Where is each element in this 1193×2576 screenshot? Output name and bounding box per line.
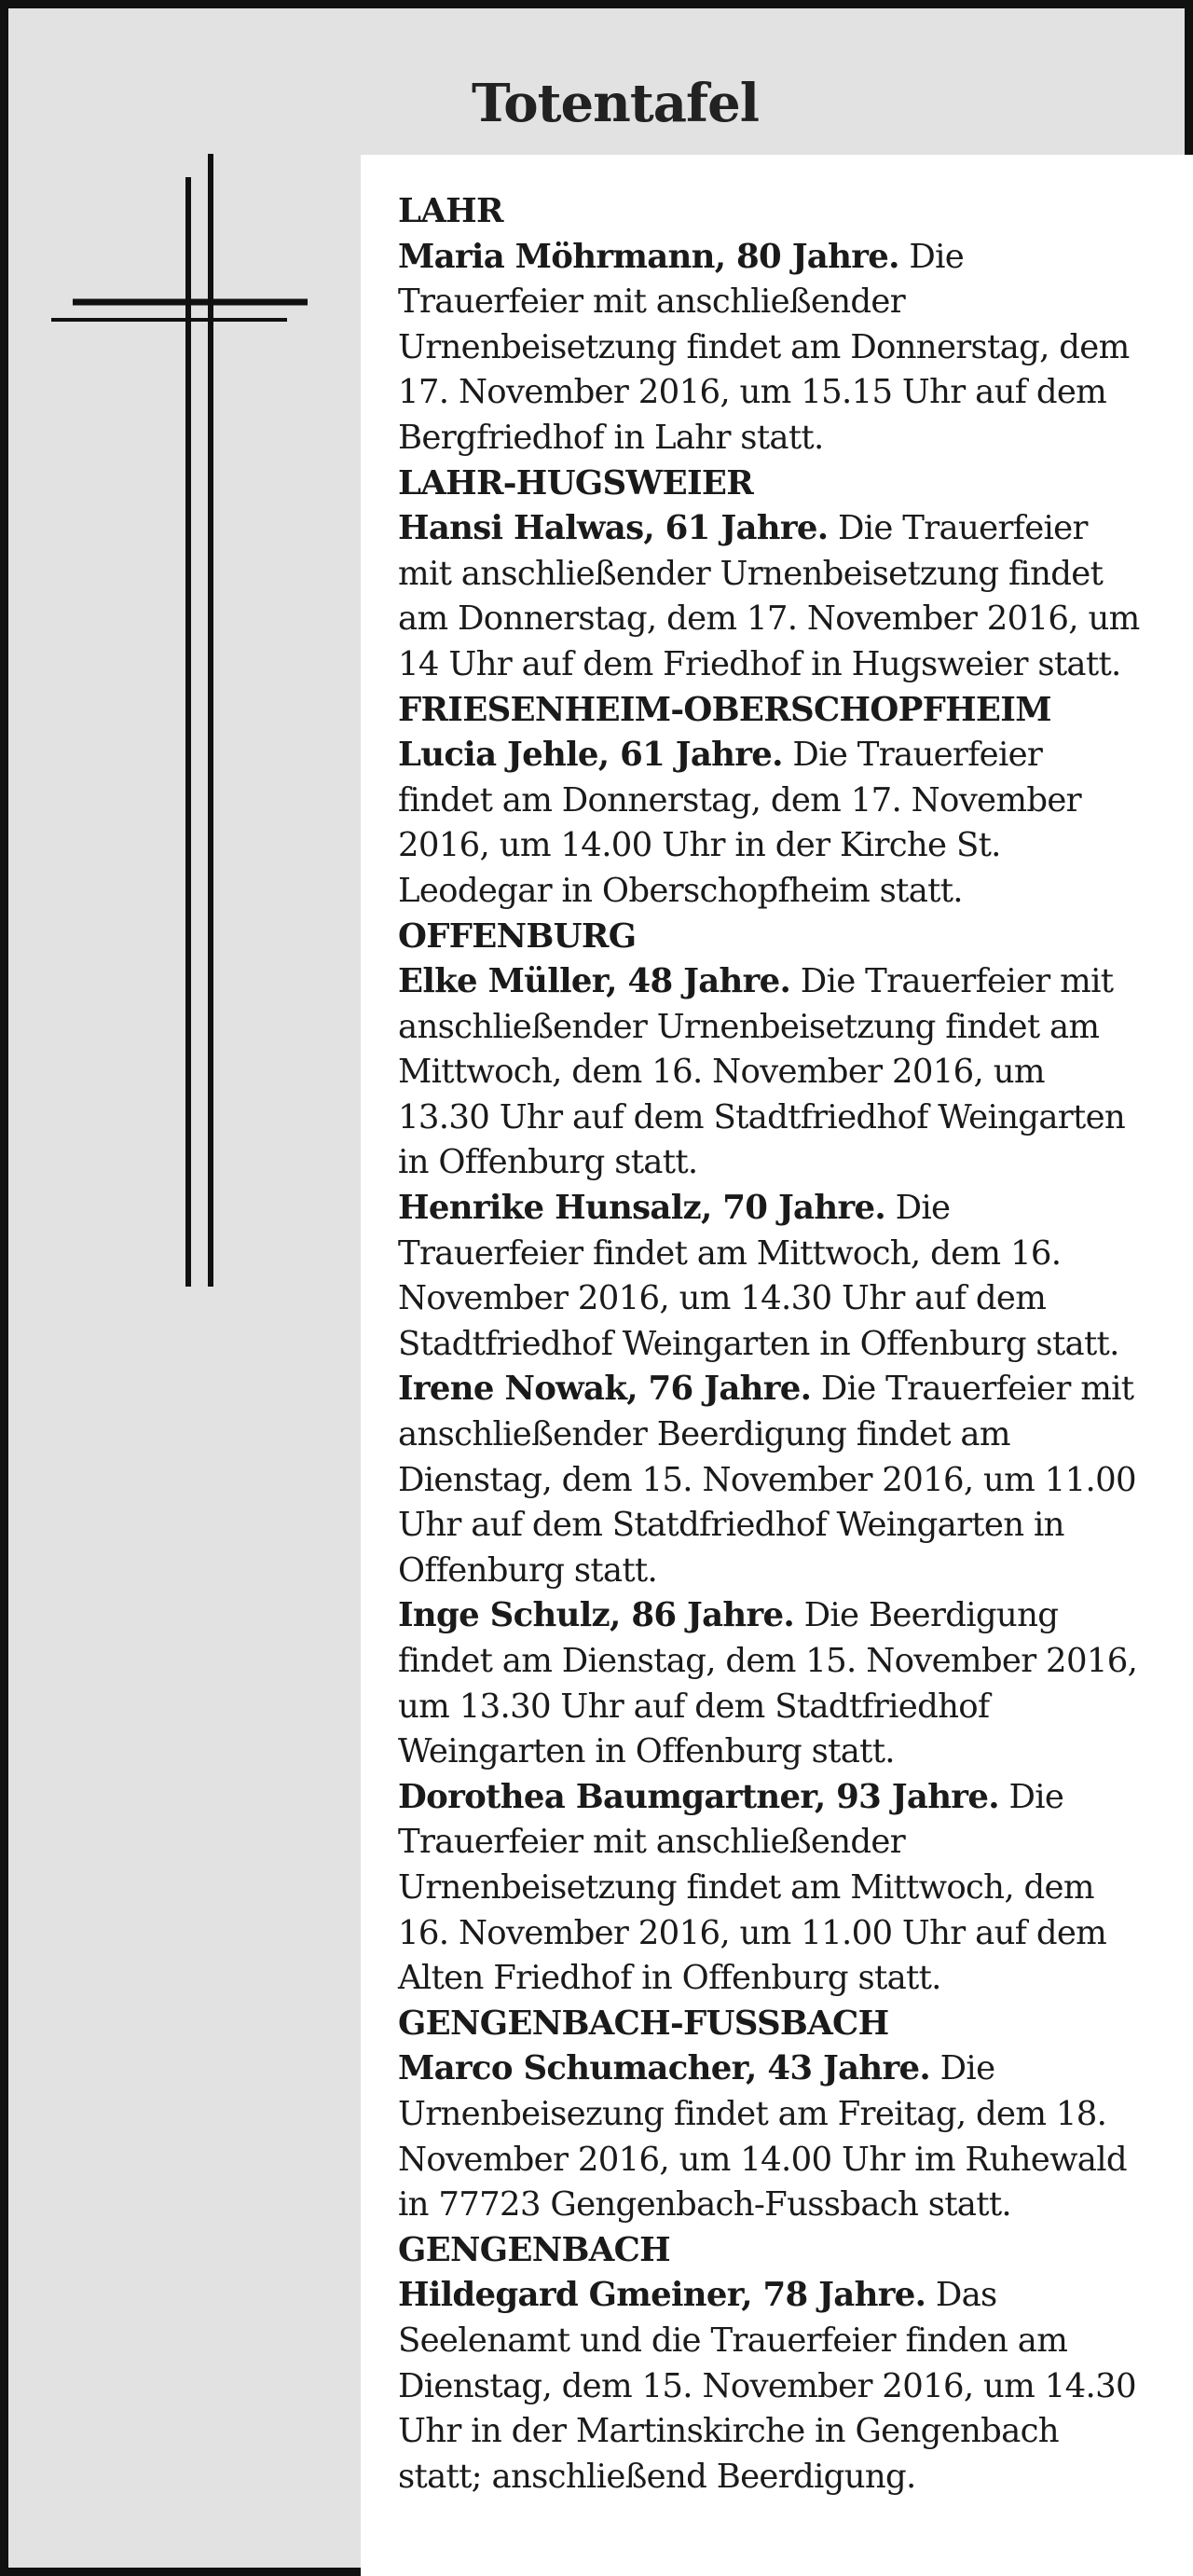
service-details: Die Trauerfeier mit anschließender Urnenbeisetzung findet am Mittwoch, dem 16. November 2016, um 11.00 Uhr auf dem Alten Friedhof in Offenburg statt. bbox=[398, 1777, 1107, 1998]
deceased-name: Marco Schumacher, 43 Jahre. bbox=[398, 2049, 931, 2088]
section-place-heading: LAHR bbox=[398, 192, 503, 230]
obituary-list bbox=[398, 189, 1144, 2500]
obituary-entry bbox=[398, 1593, 1144, 1774]
section-place-heading: OFFENBURG bbox=[398, 916, 637, 956]
deceased-name: Dorothea Baumgartner, 93 Jahre. bbox=[398, 1777, 999, 1816]
service-details: Die Trauerfeier findet am Donnerstag, dem 17. November 2016, um 14.00 Uhr in der Kirche St. Leodegar in Oberschopfheim statt. bbox=[398, 736, 1081, 910]
obituary-entry bbox=[398, 2046, 1144, 2227]
service-details: Die Trauerfeier mit anschließender Urnenbeisetzung findet am Donnerstag, dem 17. November 2016, um 15.15 Uhr auf dem Bergfriedhof in Lahr statt. bbox=[398, 237, 1130, 457]
deceased-name: Hansi Halwas, 61 Jahre. bbox=[398, 509, 829, 548]
section-place-heading: GENGENBACH-FUSSBACH bbox=[398, 2004, 889, 2043]
deceased-name: Maria Möhrmann, 80 Jahre. bbox=[398, 237, 899, 276]
service-details: Die Trauerfeier mit anschließender Urnenbeisetzung findet am Donnerstag, dem 17. November 2016, um 14 Uhr auf dem Friedhof in Hugsweier statt. bbox=[398, 509, 1140, 683]
obituary-entry bbox=[398, 506, 1144, 687]
service-details: Das Seelenamt und die Trauerfeier finden am Dienstag, dem 15. November 2016, um 14.30 Uhr in der Martinskirche in Gengenbach statt; anschließend Beerdigung. bbox=[398, 2276, 1136, 2496]
obituary-entry bbox=[398, 235, 1144, 461]
service-details: Die Urnenbeisezung findet am Freitag, dem 18. November 2016, um 14.00 Uhr im Ruhewald in 77723 Gengenbach-Fussbach statt. bbox=[398, 2049, 1127, 2225]
deceased-name: Inge Schulz, 86 Jahre. bbox=[398, 1596, 795, 1635]
section-place-heading: LAHR-HUGSWEIER bbox=[398, 463, 754, 503]
service-details: Die Trauerfeier mit anschließender Beerdigung findet am Dienstag, dem 15. November 2016, um 11.00 Uhr auf dem Statdfriedhof Weingarten in Offenburg statt. bbox=[398, 1370, 1136, 1590]
deceased-name: Irene Nowak, 76 Jahre. bbox=[398, 1370, 812, 1409]
deceased-name: Hildegard Gmeiner, 78 Jahre. bbox=[398, 2276, 926, 2315]
cross-icon bbox=[0, 0, 361, 1324]
obituary-entry bbox=[398, 733, 1144, 914]
obituary-entry bbox=[398, 2273, 1144, 2500]
deceased-name: Henrike Hunsalz, 70 Jahre. bbox=[398, 1189, 886, 1228]
page-title: Totentafel bbox=[472, 72, 759, 134]
deceased-name: Lucia Jehle, 61 Jahre. bbox=[398, 736, 783, 775]
obituary-entry bbox=[398, 1367, 1144, 1593]
service-details: Die Trauerfeier mit anschließender Urnenbeisetzung findet am Mittwoch, dem 16. November 2016, um 13.30 Uhr auf dem Stadtfriedhof Weingarten in Offenburg statt. bbox=[398, 962, 1126, 1182]
service-details: Die Beerdigung findet am Dienstag, dem 15. November 2016, um 13.30 Uhr auf dem Stadtfriedhof Weingarten in Offenburg statt. bbox=[398, 1596, 1138, 1771]
obituary-entry bbox=[398, 1775, 1144, 2002]
obituary-entry bbox=[398, 1186, 1144, 1367]
deceased-name: Elke Müller, 48 Jahre. bbox=[398, 962, 791, 1001]
section-place-heading: FRIESENHEIM-OBERSCHOPFHEIM bbox=[398, 690, 1051, 729]
service-details: Die Trauerfeier findet am Mittwoch, dem 16. November 2016, um 14.30 Uhr auf dem Stadtfriedhof Weingarten in Offenburg statt. bbox=[398, 1189, 1119, 1363]
section-place-heading: GENGENBACH bbox=[398, 2230, 670, 2269]
obituary-entry bbox=[398, 959, 1144, 1186]
